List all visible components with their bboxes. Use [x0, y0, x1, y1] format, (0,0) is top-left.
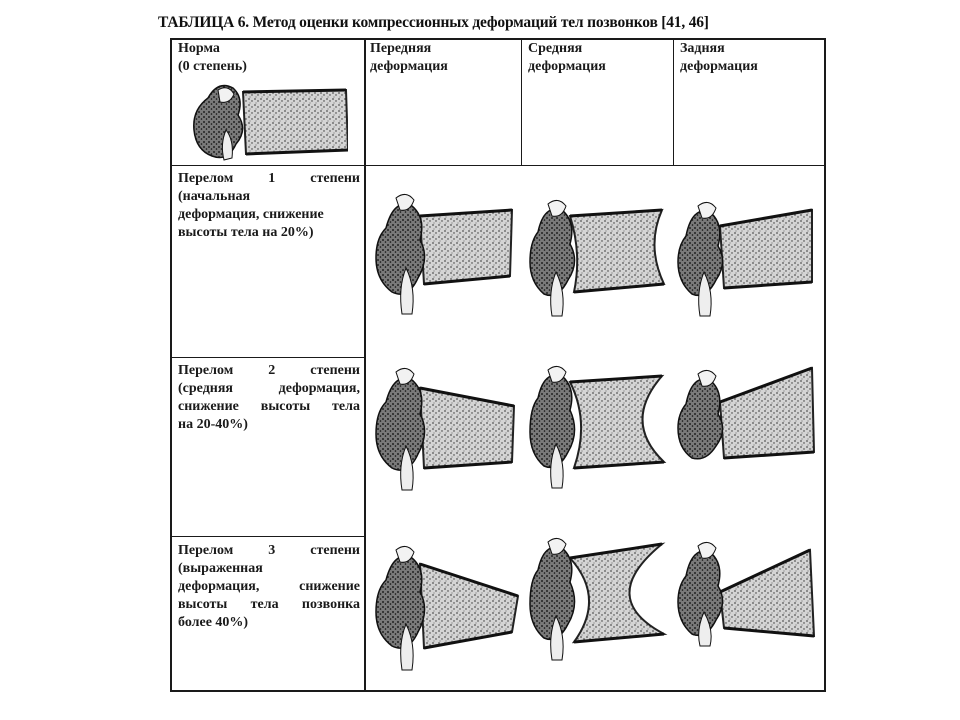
row-label-line: на 20-40%)	[178, 417, 248, 432]
header-posterior	[680, 40, 758, 76]
row-divider-1	[170, 357, 365, 358]
column-divider-2	[673, 38, 674, 166]
vertebra-anterior-g1-image	[372, 188, 522, 318]
header-posterior-line2: деформация	[680, 59, 758, 74]
vertebra-middle-g3-image	[526, 534, 672, 662]
table-border-left	[170, 38, 172, 692]
vertebra-posterior-g1-image	[674, 196, 820, 318]
row-label-line: высоты тела позвонка	[178, 597, 360, 612]
vertebra-anterior-g3-image	[372, 540, 522, 672]
column-divider-1	[521, 38, 522, 166]
row-label-line: Перелом 2 степени	[178, 363, 360, 378]
vertebra-middle-g2-image	[526, 362, 672, 490]
header-posterior-line1: Задняя	[680, 41, 725, 56]
header-anterior-line1: Передняя	[370, 41, 432, 56]
header-norm	[178, 40, 247, 76]
row-label-line: (средняя деформация,	[178, 381, 360, 396]
header-norm-line1: Норма	[178, 41, 220, 56]
header-middle-line1: Средняя	[528, 41, 583, 56]
header-middle	[528, 40, 606, 76]
row-label-line: (выраженная	[178, 561, 263, 576]
row-divider-header	[170, 165, 826, 166]
vertebra-anterior-g2-image	[372, 362, 522, 492]
header-anterior-line2: деформация	[370, 59, 448, 74]
row-label-grade1	[178, 170, 360, 242]
row-label-line: деформация, снижение	[178, 207, 324, 222]
row-label-line: более 40%)	[178, 615, 249, 630]
vertebra-posterior-g2-image	[674, 362, 820, 472]
row-label-grade2	[178, 362, 360, 434]
vertebra-middle-g1-image	[526, 196, 672, 318]
row-label-line: высоты тела на 20%)	[178, 225, 314, 240]
header-middle-line2: деформация	[528, 59, 606, 74]
row-label-line: Перелом 3 степени	[178, 543, 360, 558]
row-label-line: снижение высоты тела	[178, 399, 360, 414]
row-divider-2	[170, 536, 365, 537]
row-label-line: (начальная	[178, 189, 251, 204]
table-border-right	[824, 38, 826, 692]
vertebra-posterior-g3-image	[674, 536, 820, 648]
header-norm-line2: (0 степень)	[178, 59, 247, 74]
row-label-line: Перелом 1 степени	[178, 171, 360, 186]
column-divider-label	[364, 38, 366, 692]
vertebra-normal-image	[188, 80, 348, 162]
header-anterior	[370, 40, 448, 76]
row-label-line: деформация, снижение	[178, 579, 360, 594]
row-label-grade3	[178, 542, 360, 632]
table-title: ТАБЛИЦА 6. Метод оценки компрессионных деформаций тел позвонков [41, 46]	[158, 14, 709, 31]
table-border-bottom	[170, 690, 826, 692]
